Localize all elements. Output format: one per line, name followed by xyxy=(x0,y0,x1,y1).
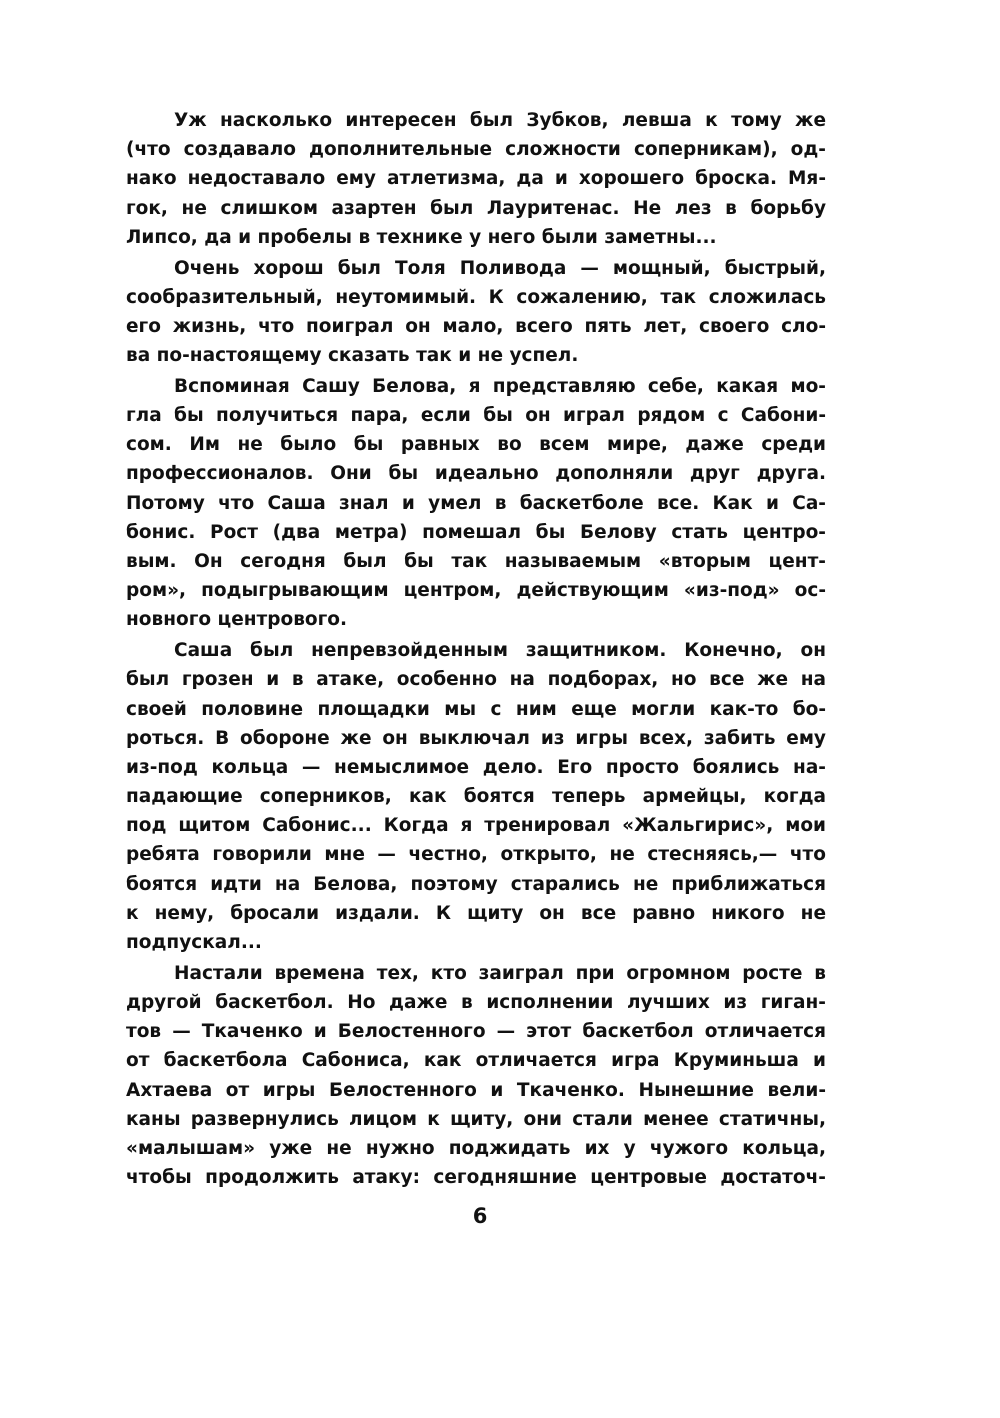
paragraph xyxy=(126,106,826,252)
text-line: боятся идти на Белова, поэтому старались не приближаться xyxy=(126,873,826,895)
text-line: к нему, бросали издали. К щиту он все равно никого не xyxy=(126,902,826,924)
text-line: тов — Ткаченко и Белостенного — этот баскетбол отличается xyxy=(126,1021,826,1043)
text-line: роться. В обороне же он выключал из игры всех, забить ему xyxy=(126,727,826,749)
text-line: Вспоминая Сашу Белова, я представляю себе, какая мо- xyxy=(174,375,826,397)
text-line: Потому что Саша знал и умел в баскетболе все. Как и Са- xyxy=(126,492,826,514)
text-line: каны развернулись лицом к щиту, они стали менее статичны, xyxy=(126,1108,826,1130)
text-line: нако недоставало ему атлетизма, да и хорошего броска. Мя- xyxy=(126,168,826,190)
text-line: (что создавало дополнительные сложности соперникам), од- xyxy=(126,139,826,161)
text-line: падающие соперников, как боятся теперь армейцы, когда xyxy=(126,786,826,808)
text-line: ва по-настоящему сказать так и не успел. xyxy=(126,345,579,367)
text-line: новного центрового. xyxy=(126,609,348,631)
text-line: гок, не слишком азартен был Лауритенас. Не лез в борьбу xyxy=(126,197,826,219)
text-line: под щитом Сабонис... Когда я тренировал «Жальгирис», мои xyxy=(126,815,826,837)
text-line: вым. Он сегодня был бы так называемым «вторым цент- xyxy=(126,551,826,572)
text-line: профессионалов. Они бы идеально дополняли друг друга. xyxy=(126,463,826,485)
text-line: сом. Им не было бы равных во всем мире, даже среди xyxy=(126,434,826,456)
text-line: от баскетбола Сабониса, как отличается игра Круминьша и xyxy=(126,1050,826,1072)
text-line: ребята говорили мне — честно, открыто, не стесняясь,— что xyxy=(126,844,826,866)
text-line: ром», подыгрывающим центром, действующим «из-под» ос- xyxy=(126,580,826,602)
text-line: Уж насколько интересен был Зубков, левша к тому же xyxy=(174,110,826,131)
text-line: другой баскетбол. Но даже в исполнении лучших из гиган- xyxy=(126,992,826,1013)
paragraph xyxy=(126,959,826,1193)
text-line: подпускал... xyxy=(126,932,262,954)
text-line: сообразительный, неутомимый. К сожалению, так сложилась xyxy=(126,286,826,308)
body-text xyxy=(126,106,826,1192)
text-line: Ахтаева от игры Белостенного и Ткаченко. Нынешние вели- xyxy=(126,1079,826,1101)
page-number: 6 xyxy=(472,1204,488,1228)
text-line: гла бы получиться пара, если бы он играл рядом с Сабони- xyxy=(126,405,826,427)
text-line: Саша был непревзойденным защитником. Конечно, он xyxy=(174,640,826,662)
text-line: Настали времена тех, кто заиграл при огромном росте в xyxy=(174,962,826,984)
paragraph xyxy=(126,372,826,635)
text-line: его жизнь, что поиграл он мало, всего пять лет, своего сло- xyxy=(126,315,826,337)
text-line: был грозен и в атаке, особенно на подборах, но все же на xyxy=(126,669,826,691)
text-line: Очень хорош был Толя Поливода — мощный, быстрый, xyxy=(174,257,826,279)
paragraph xyxy=(126,636,826,957)
text-line: «малышам» уже не нужно поджидать их у чужого кольца, xyxy=(126,1137,826,1159)
text-line: Липсо, да и пробелы в технике у него были заметны... xyxy=(126,226,717,248)
paragraph xyxy=(126,254,826,371)
text-line: бонис. Рост (два метра) помешал бы Белову стать центро- xyxy=(126,521,826,543)
text-line: чтобы продолжить атаку: сегодняшние центровые достаточ- xyxy=(126,1167,826,1189)
text-line: своей половине площадки мы с ним еще могли как-то бо- xyxy=(126,698,826,720)
text-line: из-под кольца — немыслимое дело. Его просто боялись на- xyxy=(126,756,826,778)
